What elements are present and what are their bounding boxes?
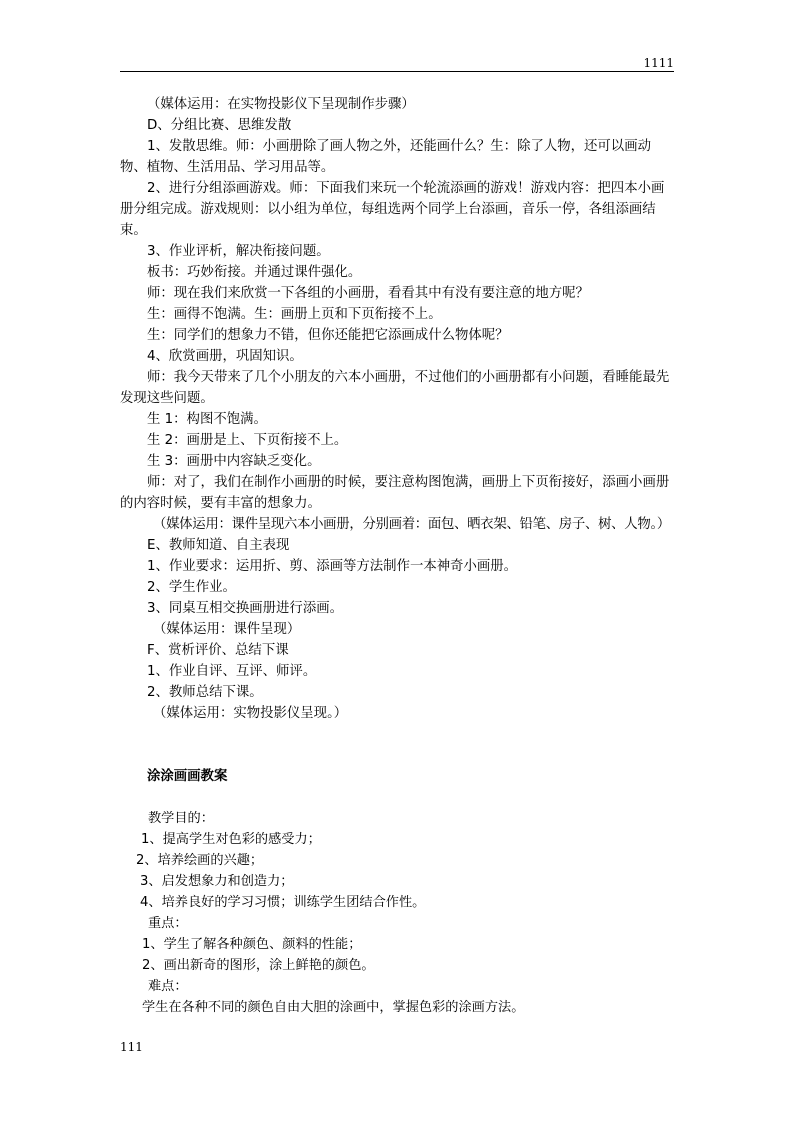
paragraph: 2、进行分组添画游戏。师：下面我们来玩一个轮流添画的游戏！游戏内容：把四本小画册分组完成。游戏规则：以小组为单位，每组选两个同学上台添画，音乐一停，各组添画结束。 [120, 181, 665, 238]
objective-item: 1、提高学生对色彩的感受力； [141, 832, 321, 847]
paragraph-media-note-4: （媒体运用：实物投影仪呈现。） [153, 706, 348, 721]
paragraph: 生 3：画册中内容缺乏变化。 [147, 454, 321, 469]
key-point-item: 2、画出新奇的图形，涂上鲜艳的颜色。 [142, 958, 375, 973]
header-page-number: 1111 [643, 56, 674, 70]
objective-item: 4、培养良好的学习习惯；训练学生团结合作性。 [140, 895, 426, 910]
paragraph: 生：同学们的想象力不错，但你还能把它添画成什么物体呢？ [147, 328, 509, 343]
lesson-title: 涂涂画画教案 [147, 769, 228, 784]
objectives-label: 教学目的： [148, 811, 214, 826]
paragraph-media-note-2: （媒体运用：课件呈现六本小画册，分别画着：面包、晒衣架、铅笔、房子、树、人物。） [153, 517, 670, 532]
footer-page-number: 111 [120, 1040, 143, 1054]
objective-item: 2、培养绘画的兴趣； [136, 853, 264, 868]
paragraph: 3、同桌互相交换画册进行添画。 [147, 601, 343, 616]
key-point-item: 1、学生了解各种颜色、颜料的性能； [142, 937, 362, 952]
paragraph: 生 1：构图不饱满。 [147, 412, 267, 427]
paragraph: 2、教师总结下课。 [147, 685, 263, 700]
section-heading-f: F、赏析评价、总结下课 [147, 643, 289, 658]
difficulty-text: 学生在各种不同的颜色自由大胆的涂画中，掌握色彩的涂画方法。 [142, 1000, 525, 1015]
paragraph-media-note-1: （媒体运用：在实物投影仪下呈现制作步骤） [147, 97, 415, 112]
paragraph: 4、欣赏画册，巩固知识。 [147, 349, 303, 364]
document-body [120, 94, 676, 1018]
paragraph: 1、作业自评、互评、师评。 [147, 664, 317, 679]
paragraph: 师：对了，我们在制作小画册的时候，要注意构图饱满，画册上下页衔接好，添画小画册的内容时候，要有丰富的想象力。 [120, 475, 670, 511]
difficulty-label: 难点： [148, 979, 188, 994]
key-points-label: 重点： [148, 916, 188, 931]
paragraph: 师：我今天带来了几个小朋友的六本小画册，不过他们的小画册都有小问题，看睡能最先发现这些问题。 [120, 370, 670, 406]
paragraph: 生 2：画册是上、下页衔接不上。 [147, 433, 348, 448]
paragraph: 1、作业要求：运用折、剪、添画等方法制作一本神奇小画册。 [147, 559, 518, 574]
paragraph: 板书：巧妙衔接。并通过课件强化。 [147, 265, 362, 280]
paragraph: 3、作业评析，解决衔接问题。 [147, 244, 330, 259]
paragraph-media-note-3: （媒体运用：课件呈现） [153, 622, 301, 637]
paragraph: 1、发散思维。师：小画册除了画人物之外，还能画什么？生：除了人物，还可以画动物、植物、生活用品、学习用品等。 [120, 139, 651, 175]
section-heading-d: D、分组比赛、思维发散 [147, 118, 292, 133]
paragraph: 2、学生作业。 [147, 580, 236, 595]
objective-item: 3、启发想象力和创造力； [140, 874, 294, 889]
section-heading-e: E、教师知道、自主表现 [147, 538, 290, 553]
paragraph: 生：画得不饱满。生：画册上页和下页衔接不上。 [147, 307, 442, 322]
header-rule [120, 71, 674, 72]
paragraph: 师：现在我们来欣赏一下各组的小画册，看看其中有没有要注意的地方呢？ [147, 286, 589, 301]
